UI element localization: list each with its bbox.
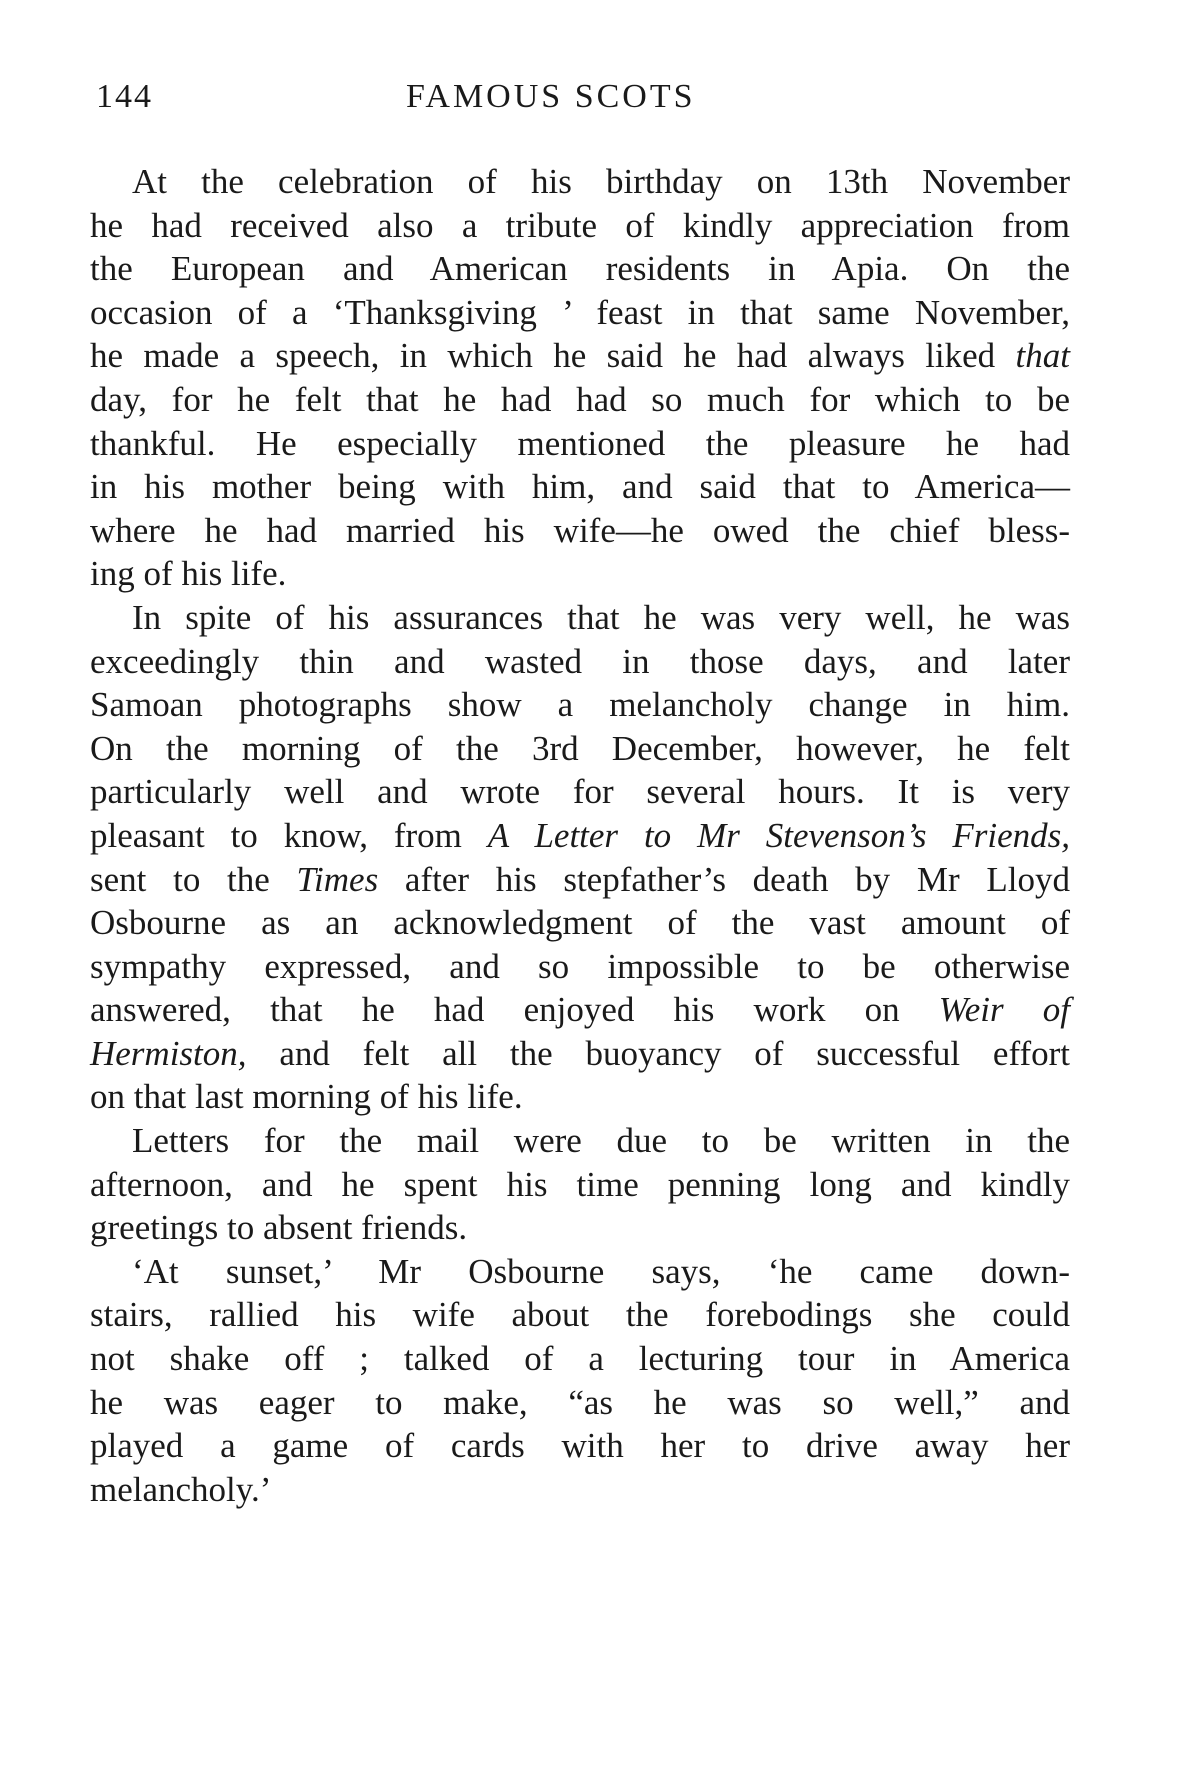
text-run: after his stepfather’s death by Mr Lloyd bbox=[378, 859, 1070, 899]
italic-run: that bbox=[1015, 336, 1070, 376]
text-line: particularly well and wrote for several hours. It is very bbox=[90, 772, 1070, 812]
text-line: in his mother being with him, and said that to America— bbox=[90, 467, 1070, 507]
text-line: thankful. He especially mentioned the pleasure he had bbox=[90, 423, 1070, 463]
text-line: he was eager to make, “as he was so well,” and bbox=[90, 1382, 1070, 1422]
text-run: pleasant to know, from bbox=[90, 815, 488, 855]
text-line bbox=[90, 1032, 1070, 1076]
italic-run: Weir of bbox=[938, 990, 1071, 1030]
italic-run: A Letter to Mr Stevenson’s Friends, bbox=[487, 815, 1070, 855]
text-line bbox=[90, 814, 1070, 858]
text-line: exceedingly thin and wasted in those days, and later bbox=[90, 641, 1070, 681]
paragraph bbox=[90, 596, 1070, 1119]
page-number: 144 bbox=[96, 78, 153, 115]
text-line: melancholy.’ bbox=[90, 1469, 272, 1509]
text-run: he made a speech, in which he said he had always liked bbox=[90, 336, 1016, 376]
text-line: Osbourne as an acknowledgment of the vast amount of bbox=[90, 903, 1070, 943]
text-run: answered, that he had enjoyed his work on bbox=[90, 990, 939, 1030]
text-line bbox=[90, 858, 1070, 902]
text-line: On the morning of the 3rd December, however, he felt bbox=[90, 728, 1070, 768]
text-line: on that last morning of his life. bbox=[90, 1077, 523, 1117]
text-line: Samoan photographs show a melancholy change in him. bbox=[90, 685, 1070, 725]
text-line: not shake off ; talked of a lecturing tour in America bbox=[90, 1339, 1070, 1379]
text-line: ‘At sunset,’ Mr Osbourne says, ‘he came down- bbox=[132, 1251, 1070, 1291]
text-line: occasion of a ‘Thanksgiving ’ feast in that same November, bbox=[90, 292, 1070, 332]
italic-run: Hermiston, bbox=[90, 1033, 247, 1073]
text-line: greetings to absent friends. bbox=[90, 1208, 468, 1248]
text-line: he had received also a tribute of kindly appreciation from bbox=[90, 205, 1070, 245]
paragraph bbox=[90, 1250, 1070, 1512]
text-line: At the celebration of his birthday on 13th November bbox=[132, 162, 1070, 201]
text-line bbox=[90, 334, 1070, 378]
text-line: In spite of his assurances that he was very well, he was bbox=[132, 597, 1070, 637]
paragraph bbox=[90, 1119, 1070, 1250]
running-title: FAMOUS SCOTS bbox=[406, 78, 696, 115]
text-run: sent to the bbox=[90, 859, 297, 899]
text-line bbox=[90, 988, 1070, 1032]
paragraph bbox=[90, 160, 1070, 596]
text-line: afternoon, and he spent his time penning long and kindly bbox=[90, 1164, 1070, 1204]
text-line: where he had married his wife—he owed the chief bless- bbox=[90, 510, 1070, 550]
text-line: day, for he felt that he had had so much for which to be bbox=[90, 379, 1070, 419]
text-line: ing of his life. bbox=[90, 554, 287, 594]
italic-run: Times bbox=[296, 859, 379, 899]
text-line: stairs, rallied his wife about the forebodings she could bbox=[90, 1295, 1070, 1335]
text-line: Letters for the mail were due to be written in the bbox=[132, 1121, 1070, 1161]
text-line: played a game of cards with her to drive away her bbox=[90, 1426, 1070, 1466]
text-line: the European and American residents in Apia. On the bbox=[90, 249, 1070, 289]
text-run: and felt all the buoyancy of successful effort bbox=[246, 1033, 1070, 1073]
body-text bbox=[90, 160, 1070, 1511]
running-head bbox=[96, 78, 1096, 122]
text-line: sympathy expressed, and so impossible to be otherwise bbox=[90, 946, 1070, 986]
